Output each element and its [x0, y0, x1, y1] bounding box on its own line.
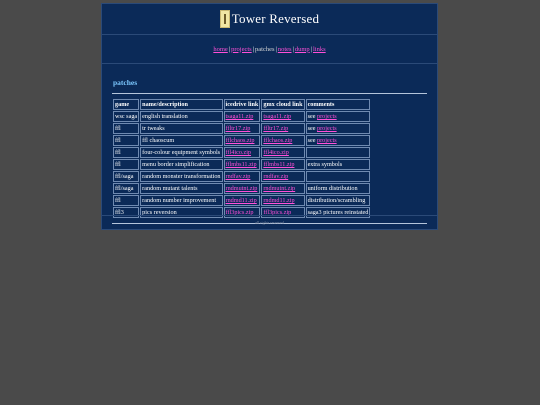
icedrive-link[interactable]: fflchaos.zip: [225, 137, 255, 144]
nav-links[interactable]: links: [312, 45, 326, 53]
cell-comments: see projects: [306, 135, 371, 146]
icedrive-link[interactable]: ffl3pics.zip: [225, 209, 254, 216]
gmx-link[interactable]: fflmbs11.zip: [263, 161, 295, 168]
cell-game: ffl/saga: [113, 171, 139, 182]
section-title: patches: [113, 78, 138, 87]
icedrive-link[interactable]: tsaga11.zip: [225, 113, 254, 120]
cell-game: ffl: [113, 195, 139, 206]
cell-comments: [306, 171, 371, 182]
table-row: [113, 171, 370, 182]
nav-notes[interactable]: notes: [277, 45, 292, 53]
cell-gmx: [261, 111, 304, 122]
gmx-link[interactable]: ffl3pics.zip: [263, 209, 292, 216]
header: [102, 4, 437, 35]
nav-separator: |: [310, 45, 312, 53]
gmx-link[interactable]: ffltr17.zip: [263, 125, 289, 132]
col-description: name/description: [140, 99, 222, 110]
cell-description: random number improvement: [140, 195, 222, 206]
nav-separator: |: [228, 45, 231, 53]
cell-gmx: [261, 147, 304, 158]
cell-game: ffl: [113, 147, 139, 158]
col-icedrive-link: icedrive link: [225, 101, 259, 108]
cell-description: random monster transformation: [142, 173, 221, 180]
site-logo[interactable]: [220, 10, 319, 28]
gmx-link[interactable]: rndfav.zip: [263, 173, 289, 180]
comment-projects-link[interactable]: projects: [317, 125, 337, 132]
cell-description: tr tweaks: [140, 123, 222, 134]
cell-comments: distribution/scrambling: [306, 195, 371, 206]
icedrive-link[interactable]: fflmbs11.zip: [225, 161, 257, 168]
divider-top: [112, 93, 427, 94]
nav-separator: |: [292, 45, 294, 53]
top-navigation: [102, 35, 437, 64]
table-row: [113, 111, 370, 122]
nav-home[interactable]: home: [213, 45, 228, 53]
icedrive-link[interactable]: rndfav.zip: [225, 173, 251, 180]
cell-icedrive: [224, 183, 261, 194]
cell-description: menu border simplification: [140, 159, 222, 170]
gmx-link[interactable]: rndmutnt.zip: [263, 185, 296, 192]
cell-comments: [306, 147, 371, 158]
cell-icedrive: [224, 195, 261, 206]
patches-table: [112, 98, 371, 219]
cell-comments: see projects: [306, 111, 371, 122]
table-row: [113, 135, 370, 146]
cell-comments: saga3 pictures reinstated: [307, 209, 369, 216]
gmx-link[interactable]: tsaga11.zip: [263, 113, 292, 120]
nav-separator: |: [275, 45, 277, 53]
cell-game: ffl3: [113, 207, 139, 218]
comment-projects-link[interactable]: projects: [317, 113, 337, 120]
col-game: game: [113, 99, 139, 110]
cell-gmx: [261, 135, 304, 146]
gmx-link[interactable]: rndmd11.zip: [263, 197, 295, 204]
nav-dump[interactable]: dump: [294, 45, 310, 53]
table-row: [113, 195, 370, 206]
cell-description: ffl chaoscum: [140, 135, 222, 146]
table-row: [113, 183, 370, 194]
col-gmx-cloud-link: gmx cloud link: [263, 101, 303, 108]
cell-game: wsc saga: [115, 113, 138, 120]
table-row: [113, 147, 370, 158]
table-header-row: [113, 99, 370, 110]
cell-game: ffl: [113, 123, 139, 134]
cell-icedrive: [224, 111, 261, 122]
gmx-link[interactable]: fflchaos.zip: [263, 137, 293, 144]
cell-description: random mutant talents: [140, 183, 222, 194]
icedrive-link[interactable]: rndmd11.zip: [225, 197, 257, 204]
nav-patches-current: patches: [255, 45, 275, 53]
icedrive-link[interactable]: ffl4ico.zip: [225, 149, 252, 156]
nav-separator: |: [252, 45, 254, 53]
icedrive-link[interactable]: rndmutnt.zip: [225, 185, 258, 192]
cell-icedrive: [224, 159, 261, 170]
cell-gmx: [261, 159, 304, 170]
gmx-link[interactable]: ffl4ico.zip: [263, 149, 289, 156]
cell-gmx: [261, 123, 304, 134]
cell-icedrive: [224, 123, 261, 134]
cell-description: english translation: [140, 111, 222, 122]
nav-projects[interactable]: projects: [231, 45, 252, 53]
site-title: Tower Reversed: [231, 11, 320, 26]
footer-text: all rights reserved: [255, 220, 284, 225]
cell-icedrive: [224, 171, 261, 182]
cell-description: pics reversion: [140, 207, 222, 218]
cell-gmx: [261, 171, 304, 182]
page-container: [101, 3, 438, 230]
cell-gmx: [261, 183, 304, 194]
cell-comments: extra symbols: [306, 159, 371, 170]
cell-comments: see projects: [306, 123, 371, 134]
cell-game: ffl: [113, 159, 139, 170]
cell-comments: uniform distribution: [306, 183, 371, 194]
cell-game: ffl: [113, 135, 139, 146]
col-comments: comments: [306, 99, 371, 110]
main-content: [102, 64, 437, 224]
cell-description: four-colour equipment symbols: [140, 147, 222, 158]
table-row: [113, 159, 370, 170]
comment-projects-link[interactable]: projects: [317, 137, 337, 144]
cell-icedrive: [224, 147, 261, 158]
cell-game: ffl/saga: [113, 183, 139, 194]
cell-icedrive: [224, 135, 261, 146]
table-row: [113, 123, 370, 134]
cell-gmx: [261, 195, 304, 206]
icedrive-link[interactable]: ffltr17.zip: [225, 125, 251, 132]
tower-icon: [220, 10, 230, 28]
footer: [102, 215, 437, 229]
